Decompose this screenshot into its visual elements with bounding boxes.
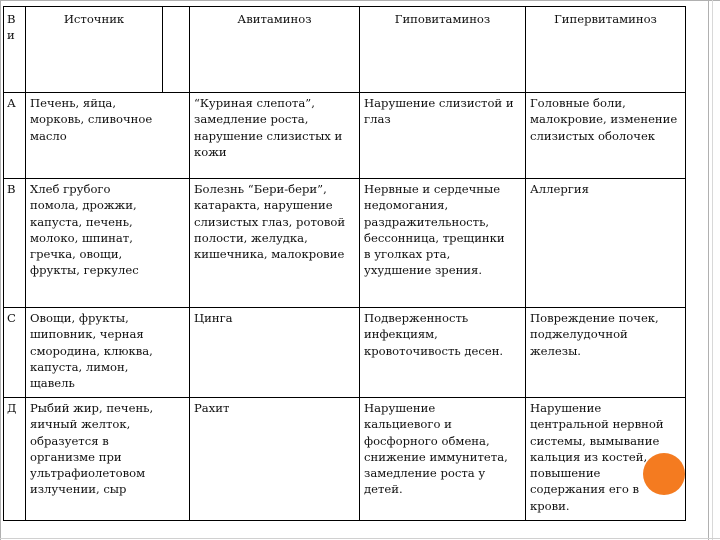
hypervitaminosis-cell: Головные боли, малокровие, изменение слизистых оболочек bbox=[526, 93, 686, 179]
source-cell: Хлеб грубого помола, дрожжи, капуста, печень, молоко, шпинат, гречка, овощи, фрукты, геркулес bbox=[26, 179, 190, 308]
hypervitaminosis-cell: Нарушение центральной нервной системы, вымывание кальция из костей, повышение содержания его в крови. bbox=[526, 398, 686, 521]
slide-frame-bottom bbox=[0, 538, 720, 539]
header-hypovitaminosis: Гиповитаминоз bbox=[360, 7, 526, 93]
slide-frame-right bbox=[708, 0, 709, 540]
hypovitaminosis-cell: Подверженность инфекциям, кровоточивость десен. bbox=[360, 308, 526, 398]
avitaminosis-cell: Болезнь “Бери-бери”, катаракта, нарушение слизистых глаз, ротовой полости, желудка, кишечника, малокровие bbox=[190, 179, 360, 308]
table-row bbox=[4, 179, 686, 308]
vitamin-name-cell: Д bbox=[4, 398, 26, 521]
slide-frame-right-inner bbox=[712, 0, 713, 540]
header-avitaminosis: Авитаминоз bbox=[190, 7, 360, 93]
table-row bbox=[4, 93, 686, 179]
hypovitaminosis-cell: Нарушение слизистой и глаз bbox=[360, 93, 526, 179]
table-row bbox=[4, 398, 686, 521]
source-cell: Рыбий жир, печень, яичный желток, образуется в организме при ультрафиолетовом излучении, сыр bbox=[26, 398, 190, 521]
slide-frame-top bbox=[0, 0, 720, 1]
hypervitaminosis-cell: Аллергия bbox=[526, 179, 686, 308]
source-cell: Печень, яйца, морковь, сливочное масло bbox=[26, 93, 190, 179]
header-vitamin: В и bbox=[4, 7, 26, 93]
avitaminosis-cell: Рахит bbox=[190, 398, 360, 521]
avitaminosis-cell: “Куриная слепота”, замедление роста, нарушение слизистых и кожи bbox=[190, 93, 360, 179]
vitamin-name-cell: В bbox=[4, 179, 26, 308]
vitamin-name-cell: А bbox=[4, 93, 26, 179]
avitaminosis-cell: Цинга bbox=[190, 308, 360, 398]
hypovitaminosis-cell: Нарушение кальциевого и фосфорного обмена, снижение иммунитета, замедление роста у детей. bbox=[360, 398, 526, 521]
slide-frame-left bbox=[0, 0, 1, 540]
orange-circle-decoration bbox=[643, 453, 685, 495]
source-cell: Овощи, фрукты, шиповник, черная смородина, клюква, капуста, лимон, щавель bbox=[26, 308, 190, 398]
header-spacer-cell bbox=[163, 7, 190, 93]
header-source: Источник bbox=[26, 7, 163, 93]
header-row bbox=[4, 7, 686, 93]
hypervitaminosis-cell: Повреждение почек, поджелудочной железы. bbox=[526, 308, 686, 398]
hypovitaminosis-cell: Нервные и сердечные недомогания, раздражительность, бессонница, трещинки в уголках рта, ухудшение зрения. bbox=[360, 179, 526, 308]
vitamin-name-cell: С bbox=[4, 308, 26, 398]
vitamin-table bbox=[3, 6, 686, 521]
header-hypervitaminosis: Гипервитаминоз bbox=[526, 7, 686, 93]
table-row bbox=[4, 308, 686, 398]
